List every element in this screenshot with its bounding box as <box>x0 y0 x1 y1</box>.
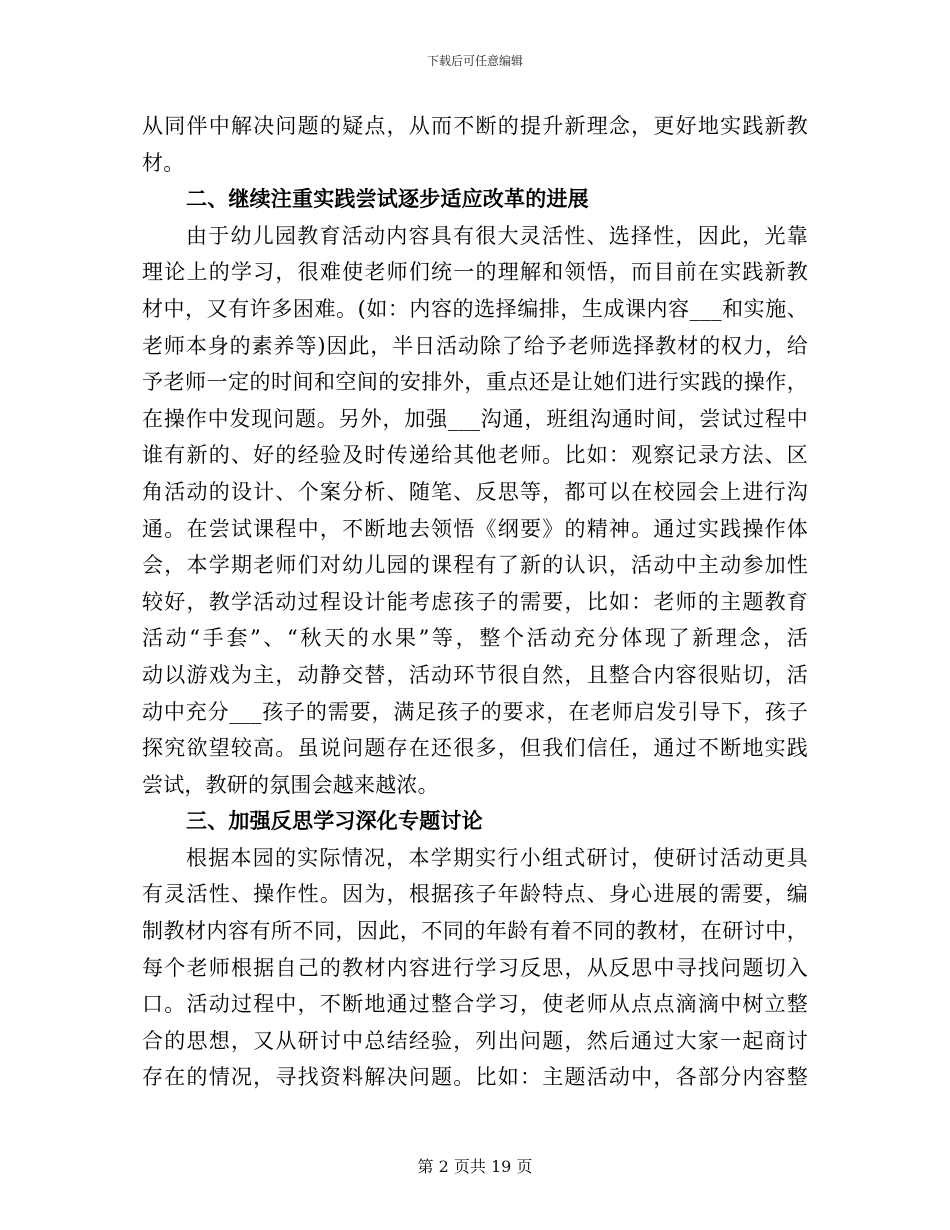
text-line: 材中，又有许多困难。(如：内容的选择编排，生成课内容___和实施、 <box>142 296 808 321</box>
text-line: 材。 <box>142 150 185 175</box>
text-line: 角活动的设计、个案分析、随笔、反思等，都可以在校园会上进行沟 <box>142 479 808 504</box>
text-line: 有灵活性、操作性。因为，根据孩子年龄特点、身心进展的需要，编 <box>142 882 808 907</box>
text-line: 较好，教学活动过程设计能考虑孩子的需要，比如：老师的主题教育 <box>142 589 808 614</box>
section-heading-2: 二、继续注重实践尝试逐步适应改革的进展 <box>186 186 589 212</box>
text-line: 谁有新的、好的经验及时传递给其他老师。比如：观察记录方法、区 <box>142 443 808 468</box>
text-line: 活动“手套”、“秋天的水果”等，整个活动充分体现了新理念，活 <box>142 626 808 651</box>
page-number-footer: 第 2 页共 19 页 <box>417 1157 533 1176</box>
text-line: 探究欲望较高。虽说问题存在还很多，但我们信任，通过不断地实践 <box>142 736 808 761</box>
text-line: 动以游戏为主，动静交替，活动环节很自然，且整合内容很贴切，活 <box>142 662 808 687</box>
text-line: 在操作中发现问题。另外，加强___沟通，班组沟通时间，尝试过程中 <box>142 406 808 431</box>
text-line: 会，本学期老师们对幼儿园的课程有了新的认识，活动中主动参加性 <box>142 553 808 578</box>
document-body <box>142 108 808 1096</box>
text-line: 从同伴中解决问题的疑点，从而不断的提升新理念，更好地实践新教 <box>142 114 808 138</box>
text-line: 通。在尝试课程中，不断地去领悟《纲要》的精神。通过实践操作体 <box>142 516 808 541</box>
paragraph-first-line: 根据本园的实际情况，本学期实行小组式研讨，使研讨活动更具 <box>186 845 808 870</box>
text-line: 理论上的学习，很难使老师们统一的理解和领悟，而目前在实践新教 <box>142 260 808 285</box>
page-header: 下载后可任意编辑 <box>426 54 523 68</box>
text-line: 合的思想，又从研讨中总结经验，列出问题，然后通过大家一起商讨 <box>142 1028 808 1053</box>
text-line: 口。活动过程中，不断地通过整合学习，使老师从点点滴滴中树立整 <box>142 992 808 1017</box>
paragraph-first-line: 由于幼儿园教育活动内容具有很大灵活性、选择性，因此，光靠 <box>186 223 808 248</box>
text-line: 老师本身的素养等)因此，半日活动除了给予老师选择教材的权力，给 <box>142 333 808 358</box>
text-line: 存在的情况，寻找资料解决问题。比如：主题活动中，各部分内容整 <box>142 1065 808 1090</box>
text-line: 尝试，教研的氛围会越来越浓。 <box>142 772 439 797</box>
text-line: 予老师一定的时间和空间的安排外，重点还是让她们进行实践的操作， <box>142 370 808 395</box>
section-heading-3: 三、加强反思学习深化专题讨论 <box>186 808 483 834</box>
text-line: 每个老师根据自己的教材内容进行学习反思，从反思中寻找问题切入 <box>142 955 808 980</box>
text-line: 动中充分___孩子的需要，满足孩子的要求，在老师启发引导下，孩子 <box>142 699 808 724</box>
text-line: 制教材内容有所不同，因此，不同的年龄有着不同的教材，在研讨中， <box>142 919 808 944</box>
